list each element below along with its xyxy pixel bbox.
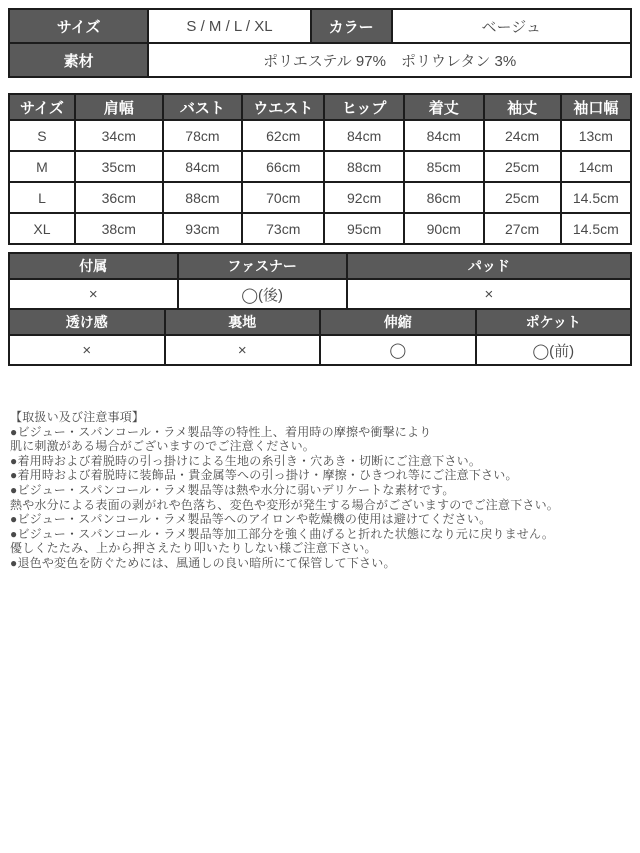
lining-label: 裏地 — [165, 309, 321, 335]
color-label: カラー — [311, 9, 392, 43]
size-row-m — [9, 151, 631, 182]
care-note-line: ●ビジュー・スパンコール・ラメ製品等の特性上、着用時の摩擦や衝撃により — [10, 424, 432, 439]
features1-header-row — [9, 253, 631, 279]
cell-waist: 62cm — [242, 120, 324, 151]
cell-sleeve: 27cm — [484, 213, 561, 244]
features-table-2 — [8, 308, 632, 366]
cell-sleeve: 24cm — [484, 120, 561, 151]
cell-hip: 84cm — [324, 120, 404, 151]
pad-value: × — [347, 279, 631, 309]
care-note-line: 優しくたたみ、上から押さえたり叩いたりしない様ご注意下さい。 — [10, 541, 377, 556]
size-chart-header-row — [9, 94, 631, 120]
attachments-label: 付属 — [9, 253, 178, 279]
care-notes — [10, 410, 632, 571]
pad-label: パッド — [347, 253, 631, 279]
cell-cuff: 13cm — [561, 120, 631, 151]
stretch-label: 伸縮 — [320, 309, 476, 335]
product-spec-table — [8, 8, 632, 78]
features1-value-row — [9, 279, 631, 309]
care-note-line: 熱や水分による表面の剥がれや色落ち、変色や変形が発生する場合がございますのでご注意下さい。 — [10, 497, 560, 512]
cell-hip: 92cm — [324, 182, 404, 213]
col-header-sleeve: 袖丈 — [484, 94, 561, 120]
size-row-l — [9, 182, 631, 213]
cell-length: 90cm — [404, 213, 484, 244]
color-value: ベージュ — [392, 9, 632, 43]
cell-sleeve: 25cm — [484, 151, 561, 182]
cell-bust: 88cm — [163, 182, 243, 213]
attachments-value: × — [9, 279, 178, 309]
spec-row-size-color — [9, 9, 631, 43]
features2-header-row — [9, 309, 631, 335]
col-header-bust: バスト — [163, 94, 243, 120]
sheerness-label: 透け感 — [9, 309, 165, 335]
col-header-size: サイズ — [9, 94, 75, 120]
features-table-1 — [8, 252, 632, 310]
care-note-line: 肌に刺激がある場合がございますのでご注意ください。 — [10, 439, 316, 454]
col-header-shoulder: 肩幅 — [75, 94, 163, 120]
cell-cuff: 14.5cm — [561, 182, 631, 213]
cell-shoulder: 38cm — [75, 213, 163, 244]
col-header-length: 着丈 — [404, 94, 484, 120]
cell-waist: 70cm — [242, 182, 324, 213]
cell-shoulder: 34cm — [75, 120, 163, 151]
care-note-line: ●退色や変色を防ぐためには、風通しの良い暗所にて保管して下さい。 — [10, 555, 396, 570]
care-note-line: ●ビジュー・スパンコール・ラメ製品等加工部分を強く曲げると折れた状態になり元に戻りません。 — [10, 526, 555, 541]
cell-size: L — [9, 182, 75, 213]
col-header-hip: ヒップ — [324, 94, 404, 120]
lining-value: × — [165, 335, 321, 365]
cell-length: 86cm — [404, 182, 484, 213]
col-header-waist: ウエスト — [242, 94, 324, 120]
size-row-xl — [9, 213, 631, 244]
col-header-cuff: 袖口幅 — [561, 94, 631, 120]
care-note-line: ●ビジュー・スパンコール・ラメ製品等へのアイロンや乾燥機の使用は避けてください。 — [10, 512, 492, 527]
cell-sleeve: 25cm — [484, 182, 561, 213]
stretch-value: ◯ — [320, 335, 476, 365]
cell-hip: 88cm — [324, 151, 404, 182]
care-notes-title: 【取扱い及び注意事項】 — [10, 410, 145, 424]
cell-length: 84cm — [404, 120, 484, 151]
cell-cuff: 14.5cm — [561, 213, 631, 244]
fastener-value: ◯(後) — [178, 279, 347, 309]
spec-row-material — [9, 43, 631, 77]
pocket-label: ポケット — [476, 309, 632, 335]
size-row-s — [9, 120, 631, 151]
cell-length: 85cm — [404, 151, 484, 182]
cell-bust: 78cm — [163, 120, 243, 151]
cell-size: M — [9, 151, 75, 182]
size-chart-table — [8, 93, 632, 245]
cell-waist: 73cm — [242, 213, 324, 244]
cell-shoulder: 35cm — [75, 151, 163, 182]
size-value: S / M / L / XL — [148, 9, 310, 43]
cell-shoulder: 36cm — [75, 182, 163, 213]
material-label: 素材 — [9, 43, 148, 77]
care-note-line: ●ビジュー・スパンコール・ラメ製品等は熱や水分に弱いデリケートな素材です。 — [10, 482, 455, 497]
cell-cuff: 14cm — [561, 151, 631, 182]
care-note-line: ●着用時および着脱時に装飾品・貴金属等への引っ掛け・摩擦・ひきつれ等にご注意下さい。 — [10, 468, 518, 483]
pocket-value: ◯(前) — [476, 335, 632, 365]
cell-hip: 95cm — [324, 213, 404, 244]
features2-value-row — [9, 335, 631, 365]
cell-bust: 93cm — [163, 213, 243, 244]
size-label: サイズ — [9, 9, 148, 43]
sheerness-value: × — [9, 335, 165, 365]
cell-size: S — [9, 120, 75, 151]
material-value: ポリエステル 97% ポリウレタン 3% — [148, 43, 631, 77]
cell-size: XL — [9, 213, 75, 244]
cell-bust: 84cm — [163, 151, 243, 182]
fastener-label: ファスナー — [178, 253, 347, 279]
care-note-line: ●着用時および着脱時の引っ掛けによる生地の糸引き・穴あき・切断にご注意下さい。 — [10, 453, 482, 468]
cell-waist: 66cm — [242, 151, 324, 182]
